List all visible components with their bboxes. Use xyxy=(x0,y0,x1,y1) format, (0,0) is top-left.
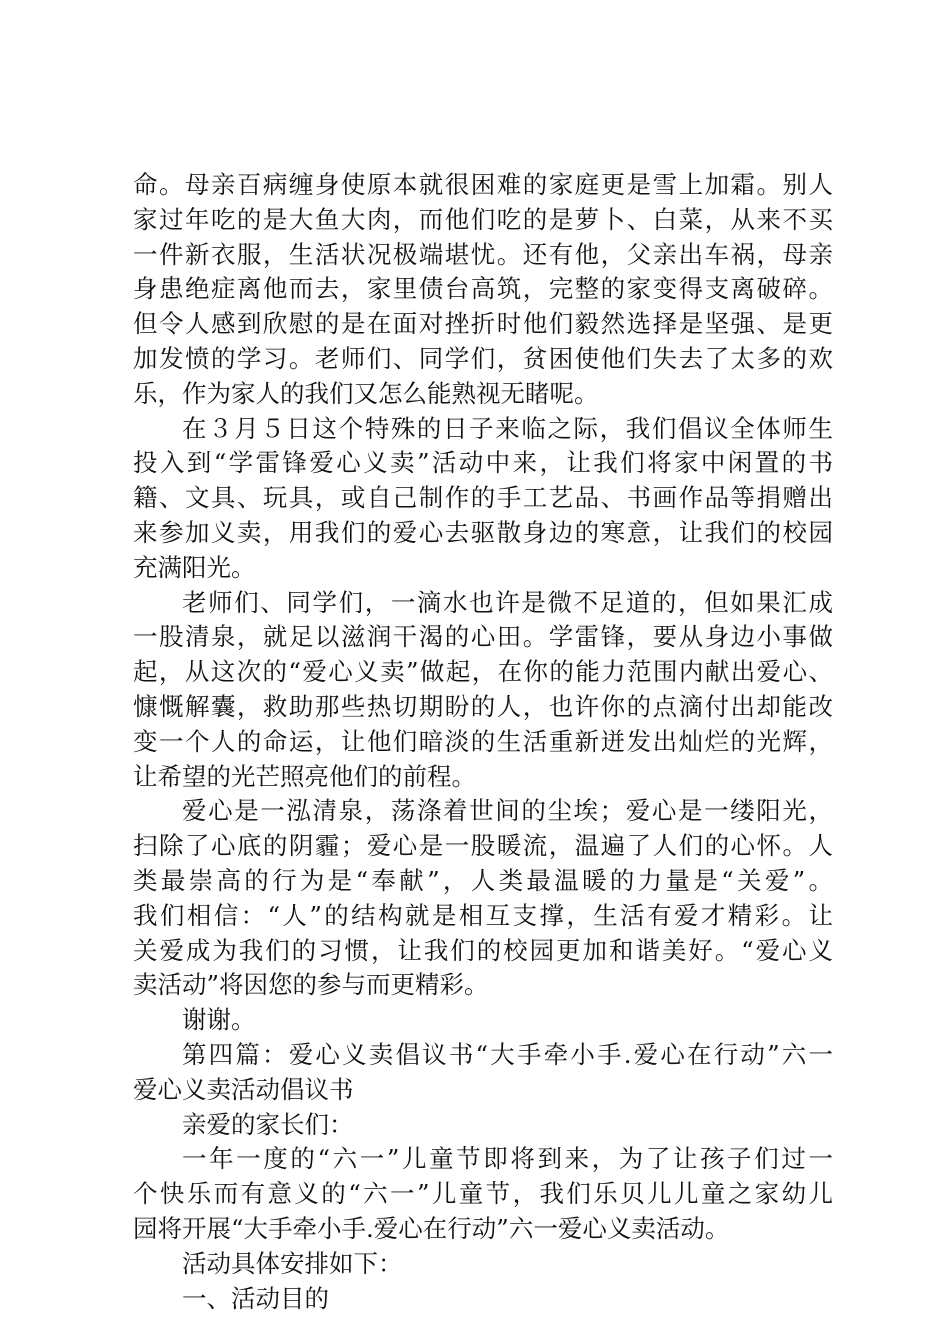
text-line: 亲爱的家长们： xyxy=(182,1109,354,1139)
text-line: 籍、文具、玩具，或自己制作的手工艺品、书画作品等捐赠出 xyxy=(133,483,833,513)
text-line: 加发愤的学习。老师们、同学们，贫困使他们失去了太多的欢 xyxy=(133,343,833,373)
text-line: 卖活动”将因您的参与而更精彩。 xyxy=(133,970,489,1000)
text-line: 园将开展“大手牵小手.爱心在行动”六一爱心义卖活动。 xyxy=(133,1213,730,1243)
text-line: 爱心是一泓清泉，荡涤着世间的尘埃；爱心是一缕阳光， xyxy=(182,796,833,826)
text-line: 一股清泉，就足以滋润干渴的心田。学雷锋，要从身边小事做 xyxy=(133,622,833,652)
text-line: 来参加义卖，用我们的爱心去驱散身边的寒意，让我们的校园 xyxy=(133,517,833,547)
text-line: 个快乐而有意义的“六一”儿童节，我们乐贝儿儿童之家幼儿 xyxy=(133,1179,833,1209)
text-line: 一、活动目的 xyxy=(182,1283,329,1313)
text-line: 慷慨解囊，救助那些热切期盼的人，也许你的点滴付出却能改 xyxy=(133,691,833,721)
text-line: 谢谢。 xyxy=(182,1005,256,1035)
text-line: 充满阳光。 xyxy=(133,552,256,582)
text-line: 关爱成为我们的习惯，让我们的校园更加和谐美好。“爱心义 xyxy=(133,935,833,965)
text-line: 变一个人的命运，让他们暗淡的生活重新迸发出灿烂的光辉， xyxy=(133,726,833,756)
text-line: 乐，作为家人的我们又怎么能熟视无睹呢。 xyxy=(133,378,599,408)
text-line: 我们相信：“人”的结构就是相互支撑，生活有爱才精彩。让 xyxy=(133,900,833,930)
text-line: 起，从这次的“爱心义卖”做起，在你的能力范围内献出爱心、 xyxy=(133,657,833,687)
text-line: 在３月５日这个特殊的日子来临之际，我们倡议全体师生 xyxy=(182,413,833,443)
text-line: 活动具体安排如下： xyxy=(182,1248,403,1278)
text-line: 身患绝症离他而去，家里债台高筑，完整的家变得支离破碎。 xyxy=(133,274,833,304)
text-line: 家过年吃的是大鱼大肉，而他们吃的是萝卜、白菜，从来不买 xyxy=(133,204,833,234)
text-line: 投入到“学雷锋爱心义卖”活动中来，让我们将家中闲置的书 xyxy=(133,448,833,478)
text-line: 爱心义卖活动倡议书 xyxy=(133,1074,354,1104)
text-line: 类最崇高的行为是“奉献”，人类最温暖的力量是“关爱”。 xyxy=(133,865,833,895)
text-line: 老师们、同学们，一滴水也许是微不足道的，但如果汇成 xyxy=(182,587,833,617)
text-line: 第四篇：爱心义卖倡议书“大手牵小手.爱心在行动”六一 xyxy=(182,1039,833,1069)
text-line: 命。母亲百病缠身使原本就很困难的家庭更是雪上加霜。别人 xyxy=(133,170,833,199)
text-line: 一年一度的“六一”儿童节即将到来，为了让孩子们过一 xyxy=(182,1144,833,1174)
document-body xyxy=(133,168,833,1316)
text-line: 让希望的光芒照亮他们的前程。 xyxy=(133,761,476,791)
text-line: 一件新衣服，生活状况极端堪忧。还有他，父亲出车祸，母亲 xyxy=(133,239,833,269)
text-line: 扫除了心底的阴霾；爱心是一股暖流，温遍了人们的心怀。人 xyxy=(133,831,833,861)
text-line: 但令人感到欣慰的是在面对挫折时他们毅然选择是坚强、是更 xyxy=(133,309,833,339)
